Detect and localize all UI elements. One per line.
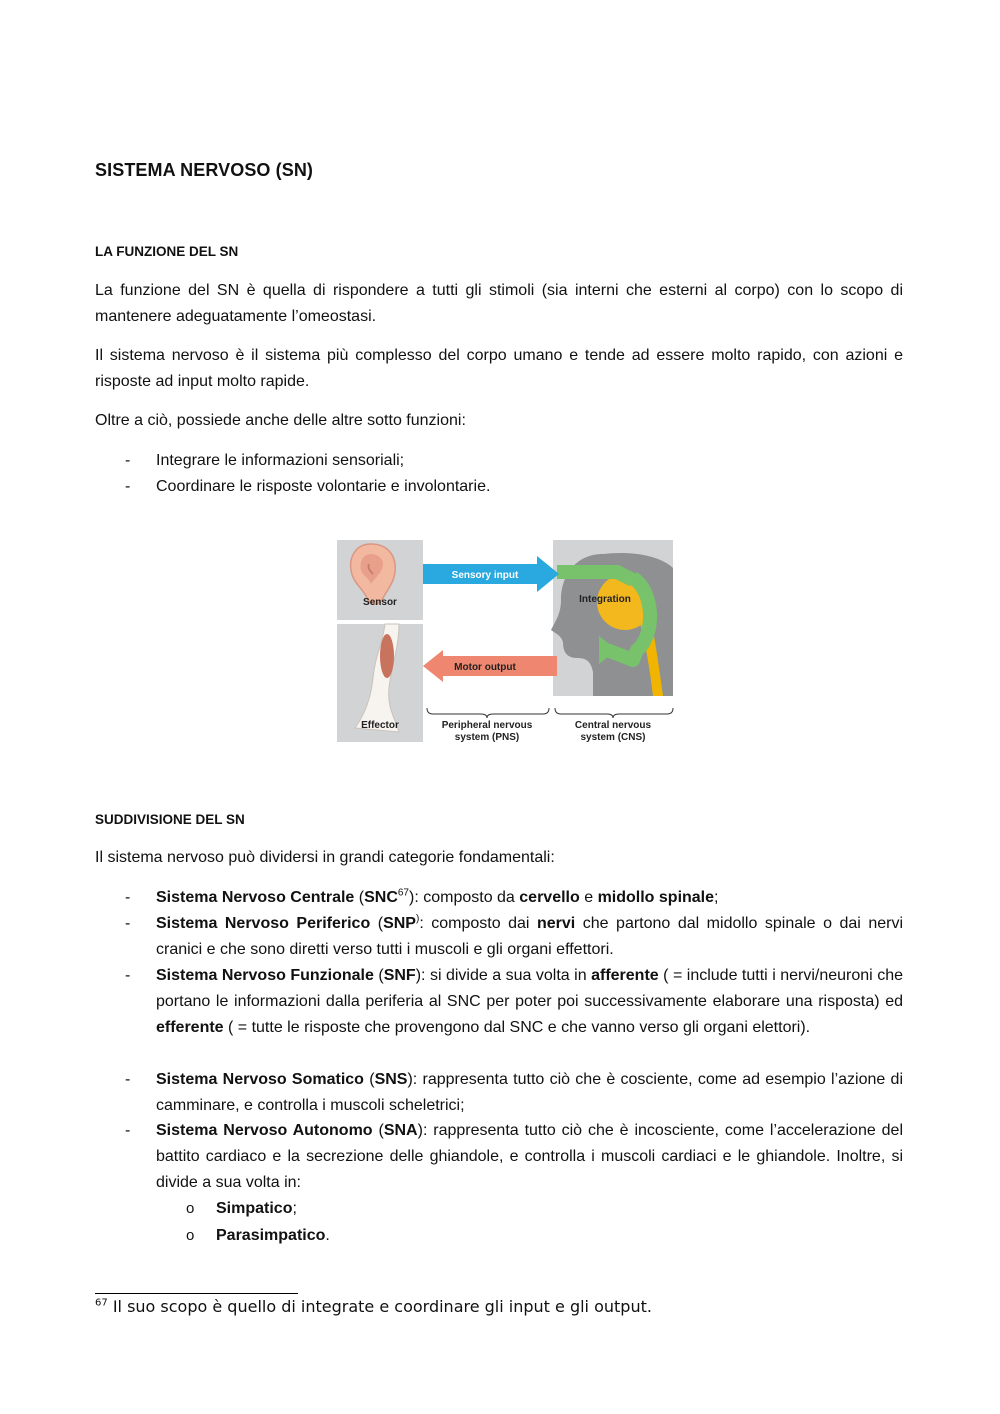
paragraph-complessita: Il sistema nervoso è il sistema più complesso del corpo umano e tende ad essere molto rapido, con azioni e risposte ad input molto rapide. <box>95 347 903 390</box>
nervous-system-diagram <box>337 538 677 748</box>
section-heading-suddivisione: SUDDIVISIONE DEL SN <box>95 812 245 827</box>
list-item-snc: - Sistema Nervoso Centrale (SNC$^{67}$): composto da cervello e midollo spinale; <box>125 887 719 906</box>
section-heading-funzione: LA FUNZIONE DEL SN <box>95 244 239 259</box>
sub-list-item-simpatico: o Simpatico; <box>95 1196 297 1222</box>
pns-label-line2: system (PNS) <box>454 732 520 743</box>
paragraph-funzione: La funzione del SN è quella di rispondere a tutti gli stimoli (sia interni che esterni al corpo) con lo scopo di mantenere adeguatamente l’omeostasi. <box>95 282 903 325</box>
sub-bullet: o <box>186 1227 195 1244</box>
cns-brace <box>555 708 673 718</box>
pns-label-line1: Peripheral nervous <box>441 720 533 731</box>
list-item: - Coordinare le risposte volontarie e involontarie. <box>95 474 903 500</box>
motor-output-arrow <box>423 650 557 682</box>
sub-bullet: o <box>186 1200 195 1217</box>
list-item: - Integrare le informazioni sensoriali; <box>95 448 903 474</box>
paragraph-intro-suddivisione: Il sistema nervoso può dividersi in grandi categorie fondamentali: <box>95 849 555 866</box>
cns-label-line2: system (CNS) <box>580 732 646 743</box>
sensory-input-label: Sensory input <box>451 570 519 581</box>
effector-label: Effector <box>361 720 399 731</box>
paragraph-sotto-funzioni: Oltre a ciò, possiede anche delle altre sotto funzioni: <box>95 412 466 429</box>
list-item-snp: - Sistema Nervoso Periferico (SNP): composto dai nervi che partono dal midollo spinale o dai nervi cranici e che sono diretti verso tutti i muscoli e gli organi effettori. <box>125 913 904 958</box>
sensory-input-arrow <box>423 556 559 592</box>
list-dash: - <box>125 478 131 495</box>
integration-label: Integration <box>579 594 631 605</box>
list-item-snf: - Sistema Nervoso Funzionale (SNF): si divide a sua volta in afferente ( = include tutti i nervi/neuroni che portano le informazioni dalla periferia al SNC per poter poi successivamente elaborare una risposta) ed efferente ( = tutte le risposte che provengono dal SNC e che vanno verso gli organi elettori). <box>125 967 903 1036</box>
sub-list-item-parasimpatico: o Parasimpatico. <box>95 1223 330 1249</box>
footnote-separator <box>95 1293 298 1294</box>
cns-label-line1: Central nervous <box>574 720 652 731</box>
page-title: SISTEMA NERVOSO (SN) <box>95 160 314 180</box>
footnote: $^{67}$ Il suo scopo è quello di integrate e coordinare gli input e gli output. <box>95 1297 652 1316</box>
pns-brace <box>427 708 549 718</box>
list-item-sna: - Sistema Nervoso Autonomo (SNA): rappresenta tutto ciò che è incosciente, come l’accelerazione del battito cardiaco e la secrezione delle ghiandole, e controlla i muscoli cardiaci e le ghiandole. Inoltre, si divide a sua volta in: <box>125 1122 903 1191</box>
footnote-ref[interactable]: 67 <box>397 887 409 899</box>
list-item-sns: - Sistema Nervoso Somatico (SNS): rappresenta tutto ciò che è cosciente, come ad esempio l’azione di camminare, e controlla i muscoli scheletrici; <box>125 1071 904 1114</box>
sensor-label: Sensor <box>363 597 397 608</box>
list-dash: - <box>125 452 131 469</box>
motor-output-label: Motor output <box>454 662 516 673</box>
